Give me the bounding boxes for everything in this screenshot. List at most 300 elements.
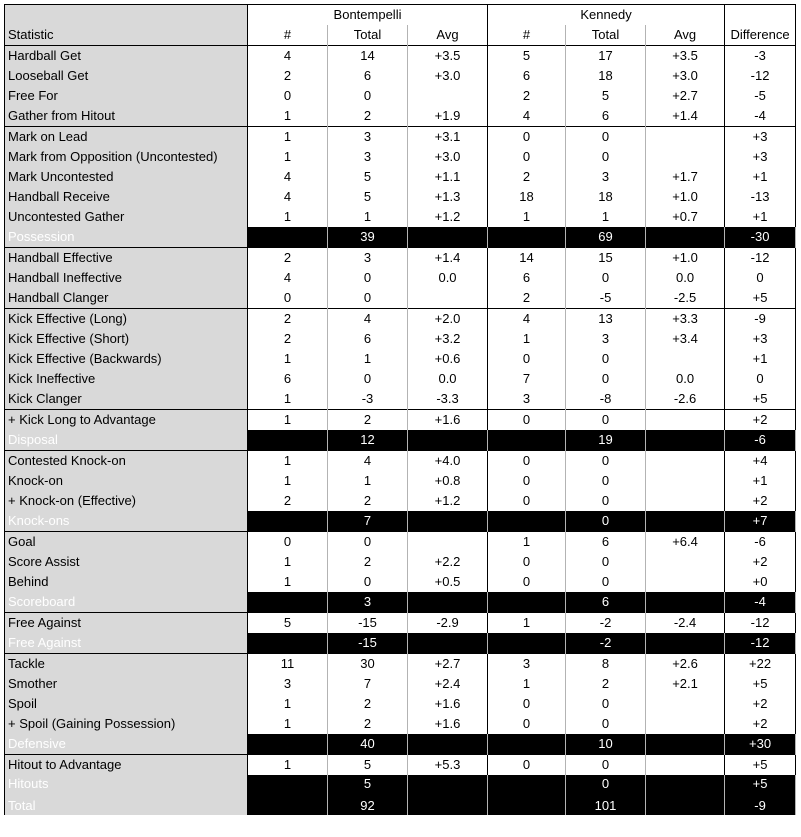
difference-cell: +2 bbox=[725, 410, 796, 431]
stat-name-cell: + Spoil (Gaining Possession) bbox=[5, 714, 248, 734]
team-a-count-cell: 1 bbox=[248, 694, 328, 714]
team-b-total-cell: 3 bbox=[566, 329, 646, 349]
difference-cell: -3 bbox=[725, 46, 796, 67]
summary-team-a-total-cell: 40 bbox=[328, 734, 408, 755]
team-a-count-cell: 1 bbox=[248, 389, 328, 410]
difference-cell: +3 bbox=[725, 127, 796, 148]
team-a-total-cell: 0 bbox=[328, 268, 408, 288]
team-b-count-cell: 1 bbox=[488, 207, 566, 227]
summary-blank-cell bbox=[646, 511, 725, 532]
difference-cell: 0 bbox=[725, 268, 796, 288]
team-a-total-cell: 2 bbox=[328, 694, 408, 714]
summary-blank-cell bbox=[408, 227, 488, 248]
summary-blank-cell bbox=[488, 633, 566, 654]
team-b-avg-cell bbox=[646, 349, 725, 369]
team-a-total-cell: 4 bbox=[328, 451, 408, 472]
team-b-total-cell: 1 bbox=[566, 207, 646, 227]
summary-team-a-total-cell: 12 bbox=[328, 430, 408, 451]
summary-row bbox=[5, 633, 796, 654]
team-a-count-cell: 4 bbox=[248, 167, 328, 187]
summary-blank-cell bbox=[248, 430, 328, 451]
team-b-count-cell: 4 bbox=[488, 106, 566, 127]
team-b-count-cell: 7 bbox=[488, 369, 566, 389]
table-row bbox=[5, 207, 796, 227]
team-b-avg-cell bbox=[646, 127, 725, 148]
table-row bbox=[5, 613, 796, 634]
team-b-count-cell: 1 bbox=[488, 532, 566, 553]
table-row bbox=[5, 147, 796, 167]
team-b-count-cell: 3 bbox=[488, 654, 566, 675]
team-a-avg-cell: +5.3 bbox=[408, 755, 488, 776]
team-a-count-cell: 2 bbox=[248, 329, 328, 349]
difference-cell: +3 bbox=[725, 329, 796, 349]
summary-stat-name-cell: Knock-ons bbox=[5, 511, 248, 532]
stat-name-cell: Tackle bbox=[5, 654, 248, 675]
team-b-total-cell: 2 bbox=[566, 674, 646, 694]
table-row bbox=[5, 552, 796, 572]
team-a-avg-cell: +1.1 bbox=[408, 167, 488, 187]
team-a-total-cell: 4 bbox=[328, 309, 408, 330]
summary-difference-cell: +7 bbox=[725, 511, 796, 532]
team-a-count-cell: 1 bbox=[248, 207, 328, 227]
header-blank-diff bbox=[725, 5, 796, 26]
header-a-avg: Avg bbox=[408, 25, 488, 46]
team-b-total-cell: 6 bbox=[566, 532, 646, 553]
team-b-total-cell: 0 bbox=[566, 694, 646, 714]
team-b-total-cell: 0 bbox=[566, 491, 646, 511]
total-stat-name-cell: Total bbox=[5, 795, 248, 815]
team-a-total-cell: 2 bbox=[328, 714, 408, 734]
team-b-count-cell: 5 bbox=[488, 46, 566, 67]
team-a-avg-cell: +1.4 bbox=[408, 248, 488, 269]
table-row bbox=[5, 654, 796, 675]
team-b-count-cell: 18 bbox=[488, 187, 566, 207]
team-b-total-cell: -2 bbox=[566, 613, 646, 634]
summary-difference-cell: -4 bbox=[725, 592, 796, 613]
team-a-avg-cell: +2.4 bbox=[408, 674, 488, 694]
summary-blank-cell bbox=[408, 511, 488, 532]
team-a-total-cell: 0 bbox=[328, 572, 408, 592]
summary-blank-cell bbox=[248, 734, 328, 755]
difference-cell: +3 bbox=[725, 147, 796, 167]
team-b-total-cell: 17 bbox=[566, 46, 646, 67]
team-b-total-cell: 0 bbox=[566, 268, 646, 288]
team-a-avg-cell: +1.2 bbox=[408, 491, 488, 511]
header-statistic: Statistic bbox=[5, 25, 248, 46]
team-b-avg-cell: +6.4 bbox=[646, 532, 725, 553]
summary-stat-name-cell: Scoreboard bbox=[5, 592, 248, 613]
team-a-count-cell: 1 bbox=[248, 410, 328, 431]
difference-cell: +1 bbox=[725, 207, 796, 227]
summary-blank-cell bbox=[488, 227, 566, 248]
table-row bbox=[5, 268, 796, 288]
summary-blank-cell bbox=[248, 633, 328, 654]
team-a-avg-cell bbox=[408, 86, 488, 106]
difference-cell: -13 bbox=[725, 187, 796, 207]
team-b-avg-cell: +2.1 bbox=[646, 674, 725, 694]
difference-cell: -6 bbox=[725, 532, 796, 553]
team-a-count-cell: 2 bbox=[248, 309, 328, 330]
team-a-total-cell: 5 bbox=[328, 755, 408, 776]
header-b-count: # bbox=[488, 25, 566, 46]
team-a-count-cell: 4 bbox=[248, 268, 328, 288]
summary-difference-cell: -30 bbox=[725, 227, 796, 248]
table-row bbox=[5, 410, 796, 431]
team-b-avg-cell: +1.7 bbox=[646, 167, 725, 187]
team-a-avg-cell: 0.0 bbox=[408, 369, 488, 389]
team-a-name: Bontempelli bbox=[248, 5, 488, 26]
stat-name-cell: Kick Effective (Backwards) bbox=[5, 349, 248, 369]
difference-cell: +22 bbox=[725, 654, 796, 675]
summary-difference-cell: +30 bbox=[725, 734, 796, 755]
team-a-total-cell: 2 bbox=[328, 410, 408, 431]
summary-team-a-total-cell: 5 bbox=[328, 775, 408, 795]
summary-blank-cell bbox=[408, 430, 488, 451]
table-row bbox=[5, 66, 796, 86]
stat-name-cell: Spoil bbox=[5, 694, 248, 714]
team-a-total-cell: -15 bbox=[328, 613, 408, 634]
team-b-count-cell: 6 bbox=[488, 268, 566, 288]
stat-name-cell: Handball Effective bbox=[5, 248, 248, 269]
difference-cell: +2 bbox=[725, 694, 796, 714]
team-a-total-cell: 0 bbox=[328, 532, 408, 553]
team-b-avg-cell bbox=[646, 694, 725, 714]
summary-row bbox=[5, 775, 796, 795]
summary-team-b-total-cell: 6 bbox=[566, 592, 646, 613]
team-a-count-cell: 1 bbox=[248, 755, 328, 776]
team-a-avg-cell: +3.1 bbox=[408, 127, 488, 148]
team-a-total-cell: 5 bbox=[328, 167, 408, 187]
summary-stat-name-cell: Defensive bbox=[5, 734, 248, 755]
team-b-total-cell: 18 bbox=[566, 66, 646, 86]
team-b-total-cell: 13 bbox=[566, 309, 646, 330]
difference-cell: +0 bbox=[725, 572, 796, 592]
summary-team-a-total-cell: 39 bbox=[328, 227, 408, 248]
summary-blank-cell bbox=[248, 511, 328, 532]
team-a-avg-cell: +0.6 bbox=[408, 349, 488, 369]
team-b-avg-cell bbox=[646, 552, 725, 572]
team-b-total-cell: -8 bbox=[566, 389, 646, 410]
summary-team-b-total-cell: 10 bbox=[566, 734, 646, 755]
stat-name-cell: Smother bbox=[5, 674, 248, 694]
summary-difference-cell: +5 bbox=[725, 775, 796, 795]
team-b-total-cell: 3 bbox=[566, 167, 646, 187]
team-b-count-cell: 1 bbox=[488, 613, 566, 634]
difference-cell: +2 bbox=[725, 552, 796, 572]
stat-name-cell: Handball Clanger bbox=[5, 288, 248, 309]
summary-blank-cell bbox=[646, 227, 725, 248]
team-b-total-cell: 18 bbox=[566, 187, 646, 207]
stat-name-cell: Kick Effective (Short) bbox=[5, 329, 248, 349]
team-a-count-cell: 1 bbox=[248, 552, 328, 572]
team-a-avg-cell: +2.0 bbox=[408, 309, 488, 330]
summary-blank-cell bbox=[488, 430, 566, 451]
summary-blank-cell bbox=[408, 775, 488, 795]
summary-blank-cell bbox=[408, 734, 488, 755]
summary-stat-name-cell: Free Against bbox=[5, 633, 248, 654]
team-b-avg-cell bbox=[646, 451, 725, 472]
stat-name-cell: Kick Effective (Long) bbox=[5, 309, 248, 330]
team-a-total-cell: 3 bbox=[328, 248, 408, 269]
header-a-count: # bbox=[248, 25, 328, 46]
summary-stat-name-cell: Possession bbox=[5, 227, 248, 248]
team-a-total-cell: 30 bbox=[328, 654, 408, 675]
team-b-count-cell: 1 bbox=[488, 329, 566, 349]
team-b-count-cell: 2 bbox=[488, 167, 566, 187]
table-row bbox=[5, 674, 796, 694]
team-b-count-cell: 0 bbox=[488, 714, 566, 734]
team-a-avg-cell: +1.9 bbox=[408, 106, 488, 127]
difference-cell: -12 bbox=[725, 248, 796, 269]
header-row-columns bbox=[5, 25, 796, 46]
difference-cell: -4 bbox=[725, 106, 796, 127]
team-b-avg-cell: +3.5 bbox=[646, 46, 725, 67]
team-a-total-cell: 0 bbox=[328, 369, 408, 389]
table-row bbox=[5, 572, 796, 592]
difference-cell: +5 bbox=[725, 389, 796, 410]
team-a-total-cell: 3 bbox=[328, 147, 408, 167]
team-a-total-cell: 3 bbox=[328, 127, 408, 148]
difference-cell: +1 bbox=[725, 471, 796, 491]
difference-cell: -5 bbox=[725, 86, 796, 106]
team-b-total-cell: 0 bbox=[566, 410, 646, 431]
team-a-avg-cell: +0.5 bbox=[408, 572, 488, 592]
summary-blank-cell bbox=[488, 511, 566, 532]
stat-name-cell: Mark from Opposition (Uncontested) bbox=[5, 147, 248, 167]
summary-blank-cell bbox=[408, 633, 488, 654]
team-b-avg-cell bbox=[646, 471, 725, 491]
team-b-count-cell: 0 bbox=[488, 552, 566, 572]
difference-cell: +4 bbox=[725, 451, 796, 472]
team-a-count-cell: 0 bbox=[248, 532, 328, 553]
team-a-total-cell: 7 bbox=[328, 674, 408, 694]
team-b-avg-cell: -2.5 bbox=[646, 288, 725, 309]
team-b-avg-cell: +1.0 bbox=[646, 248, 725, 269]
header-row-teams bbox=[5, 5, 796, 26]
team-a-total-cell: 1 bbox=[328, 207, 408, 227]
table-row bbox=[5, 127, 796, 148]
summary-blank-cell bbox=[646, 734, 725, 755]
summary-row bbox=[5, 227, 796, 248]
summary-blank-cell bbox=[646, 430, 725, 451]
difference-cell: 0 bbox=[725, 369, 796, 389]
team-b-avg-cell: -2.6 bbox=[646, 389, 725, 410]
table-row bbox=[5, 187, 796, 207]
stat-name-cell: Score Assist bbox=[5, 552, 248, 572]
total-blank-cell bbox=[488, 795, 566, 815]
team-b-total-cell: 0 bbox=[566, 471, 646, 491]
team-a-total-cell: 14 bbox=[328, 46, 408, 67]
team-a-count-cell: 1 bbox=[248, 147, 328, 167]
team-a-total-cell: 0 bbox=[328, 86, 408, 106]
summary-team-b-total-cell: -2 bbox=[566, 633, 646, 654]
total-row bbox=[5, 795, 796, 815]
table-row bbox=[5, 491, 796, 511]
team-b-count-cell: 0 bbox=[488, 127, 566, 148]
team-a-avg-cell: +2.2 bbox=[408, 552, 488, 572]
difference-cell: +1 bbox=[725, 167, 796, 187]
team-b-avg-cell: +1.4 bbox=[646, 106, 725, 127]
stats-table bbox=[4, 4, 796, 815]
stat-name-cell: Looseball Get bbox=[5, 66, 248, 86]
team-a-count-cell: 4 bbox=[248, 46, 328, 67]
table-row bbox=[5, 389, 796, 410]
team-a-total-cell: 2 bbox=[328, 552, 408, 572]
stat-name-cell: Free Against bbox=[5, 613, 248, 634]
difference-cell: +5 bbox=[725, 288, 796, 309]
stat-name-cell: Mark Uncontested bbox=[5, 167, 248, 187]
team-b-avg-cell bbox=[646, 410, 725, 431]
table-row bbox=[5, 309, 796, 330]
summary-team-b-total-cell: 0 bbox=[566, 775, 646, 795]
team-b-name: Kennedy bbox=[488, 5, 725, 26]
team-a-avg-cell: +3.0 bbox=[408, 66, 488, 86]
team-b-total-cell: 6 bbox=[566, 106, 646, 127]
team-a-avg-cell: -3.3 bbox=[408, 389, 488, 410]
difference-cell: -9 bbox=[725, 309, 796, 330]
team-b-count-cell: 3 bbox=[488, 389, 566, 410]
summary-blank-cell bbox=[248, 775, 328, 795]
team-b-avg-cell: 0.0 bbox=[646, 369, 725, 389]
team-b-avg-cell: +1.0 bbox=[646, 187, 725, 207]
team-b-total-cell: 0 bbox=[566, 714, 646, 734]
team-b-avg-cell: +2.7 bbox=[646, 86, 725, 106]
team-b-total-cell: 0 bbox=[566, 755, 646, 776]
header-blank bbox=[5, 5, 248, 26]
summary-blank-cell bbox=[646, 633, 725, 654]
team-b-avg-cell bbox=[646, 491, 725, 511]
team-b-count-cell: 0 bbox=[488, 572, 566, 592]
team-a-count-cell: 4 bbox=[248, 187, 328, 207]
team-a-count-cell: 1 bbox=[248, 451, 328, 472]
summary-blank-cell bbox=[488, 734, 566, 755]
team-b-count-cell: 2 bbox=[488, 288, 566, 309]
stat-name-cell: Uncontested Gather bbox=[5, 207, 248, 227]
team-a-count-cell: 1 bbox=[248, 349, 328, 369]
team-b-count-cell: 0 bbox=[488, 694, 566, 714]
team-b-avg-cell: +3.3 bbox=[646, 309, 725, 330]
team-b-total-cell: 0 bbox=[566, 451, 646, 472]
summary-blank-cell bbox=[646, 592, 725, 613]
team-b-total-cell: 0 bbox=[566, 572, 646, 592]
summary-team-b-total-cell: 19 bbox=[566, 430, 646, 451]
team-a-count-cell: 3 bbox=[248, 674, 328, 694]
team-a-avg-cell: 0.0 bbox=[408, 268, 488, 288]
team-a-avg-cell: +2.7 bbox=[408, 654, 488, 675]
team-a-avg-cell bbox=[408, 288, 488, 309]
team-b-total-cell: 0 bbox=[566, 147, 646, 167]
table-row bbox=[5, 46, 796, 67]
difference-cell: -12 bbox=[725, 66, 796, 86]
summary-stat-name-cell: Hitouts bbox=[5, 775, 248, 795]
difference-cell: +2 bbox=[725, 491, 796, 511]
summary-row bbox=[5, 734, 796, 755]
stat-name-cell: Behind bbox=[5, 572, 248, 592]
summary-team-a-total-cell: 3 bbox=[328, 592, 408, 613]
team-b-avg-cell: +3.4 bbox=[646, 329, 725, 349]
team-a-total-cell: 6 bbox=[328, 66, 408, 86]
team-a-count-cell: 0 bbox=[248, 86, 328, 106]
team-b-count-cell: 0 bbox=[488, 491, 566, 511]
total-blank-cell bbox=[408, 795, 488, 815]
team-b-total-cell: 5 bbox=[566, 86, 646, 106]
team-a-count-cell: 1 bbox=[248, 106, 328, 127]
team-b-count-cell: 4 bbox=[488, 309, 566, 330]
team-a-avg-cell: +3.5 bbox=[408, 46, 488, 67]
team-b-avg-cell: 0.0 bbox=[646, 268, 725, 288]
table-row bbox=[5, 349, 796, 369]
header-a-total: Total bbox=[328, 25, 408, 46]
team-b-avg-cell: +3.0 bbox=[646, 66, 725, 86]
total-blank-cell bbox=[248, 795, 328, 815]
team-b-count-cell: 0 bbox=[488, 755, 566, 776]
team-a-total-cell: 5 bbox=[328, 187, 408, 207]
team-a-avg-cell: +1.6 bbox=[408, 410, 488, 431]
stat-name-cell: + Kick Long to Advantage bbox=[5, 410, 248, 431]
team-a-count-cell: 11 bbox=[248, 654, 328, 675]
team-a-avg-cell: +1.6 bbox=[408, 714, 488, 734]
difference-cell: +2 bbox=[725, 714, 796, 734]
table-row bbox=[5, 329, 796, 349]
summary-blank-cell bbox=[488, 592, 566, 613]
summary-team-a-total-cell: -15 bbox=[328, 633, 408, 654]
team-b-total-cell: 0 bbox=[566, 369, 646, 389]
team-b-total-cell: 8 bbox=[566, 654, 646, 675]
summary-stat-name-cell: Disposal bbox=[5, 430, 248, 451]
summary-blank-cell bbox=[248, 592, 328, 613]
team-a-avg-cell: +0.8 bbox=[408, 471, 488, 491]
stat-name-cell: Hitout to Advantage bbox=[5, 755, 248, 776]
team-a-total-cell: 1 bbox=[328, 471, 408, 491]
team-b-avg-cell bbox=[646, 755, 725, 776]
table-row bbox=[5, 248, 796, 269]
stat-name-cell: Kick Ineffective bbox=[5, 369, 248, 389]
table-row bbox=[5, 471, 796, 491]
team-b-avg-cell: -2.4 bbox=[646, 613, 725, 634]
team-b-count-cell: 0 bbox=[488, 349, 566, 369]
team-a-total-cell: 1 bbox=[328, 349, 408, 369]
total-difference-cell: -9 bbox=[725, 795, 796, 815]
stat-name-cell: Handball Ineffective bbox=[5, 268, 248, 288]
summary-difference-cell: -6 bbox=[725, 430, 796, 451]
team-b-count-cell: 14 bbox=[488, 248, 566, 269]
team-a-avg-cell: +1.2 bbox=[408, 207, 488, 227]
stat-name-cell: Contested Knock-on bbox=[5, 451, 248, 472]
summary-blank-cell bbox=[248, 227, 328, 248]
team-a-count-cell: 2 bbox=[248, 248, 328, 269]
table-row bbox=[5, 532, 796, 553]
team-b-count-cell: 0 bbox=[488, 451, 566, 472]
team-a-total-cell: 0 bbox=[328, 288, 408, 309]
stat-name-cell: Free For bbox=[5, 86, 248, 106]
summary-blank-cell bbox=[408, 592, 488, 613]
team-a-avg-cell: +1.6 bbox=[408, 694, 488, 714]
team-a-count-cell: 1 bbox=[248, 127, 328, 148]
summary-row bbox=[5, 511, 796, 532]
table-row bbox=[5, 369, 796, 389]
team-a-count-cell: 1 bbox=[248, 714, 328, 734]
team-a-avg-cell: -2.9 bbox=[408, 613, 488, 634]
header-b-total: Total bbox=[566, 25, 646, 46]
team-a-count-cell: 0 bbox=[248, 288, 328, 309]
team-a-count-cell: 1 bbox=[248, 572, 328, 592]
summary-row bbox=[5, 430, 796, 451]
difference-cell: -12 bbox=[725, 613, 796, 634]
team-b-avg-cell: +2.6 bbox=[646, 654, 725, 675]
difference-cell: +5 bbox=[725, 674, 796, 694]
team-a-total-cell: 2 bbox=[328, 491, 408, 511]
team-b-total-cell: 0 bbox=[566, 552, 646, 572]
